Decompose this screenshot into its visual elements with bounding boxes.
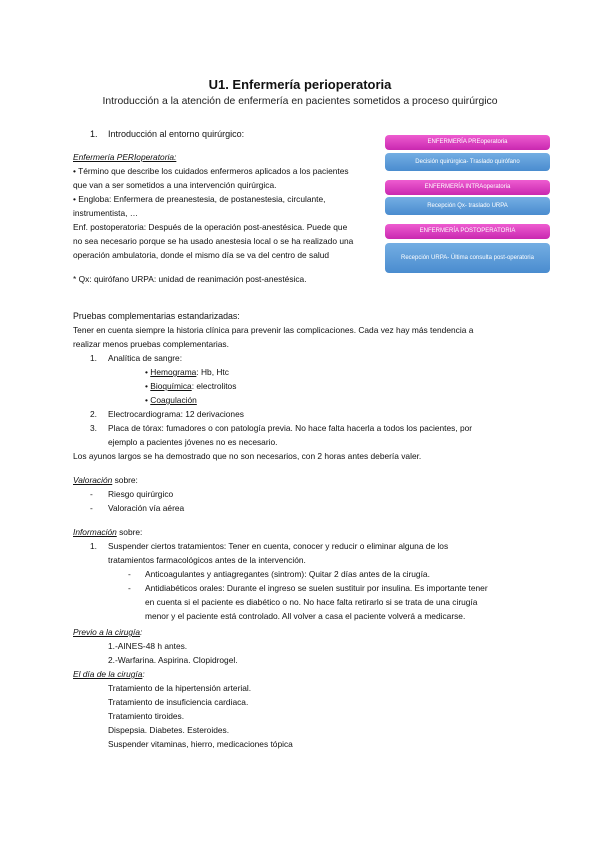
informacion-item-1-line-2: tratamientos farmacológicos antes de la intervención. <box>108 555 306 565</box>
pruebas-intro-1: Tener en cuenta siempre la historia clínica para prevenir las complicaciones. Cada vez hay más tendencia a <box>73 325 474 335</box>
section-1-heading: Introducción al entorno quirúrgico: <box>108 129 245 139</box>
dia-item-1: Tratamiento de la hipertensión arterial. <box>108 683 252 693</box>
valoracion-label: Valoración <box>73 475 113 485</box>
pruebas-item-1-number: 1. <box>90 353 97 363</box>
diagram-recepcion-urpa: Recepción URPA- Última consulta post-operatoria <box>385 243 550 273</box>
informacion-label: Información <box>73 527 117 537</box>
antidiabeticos-line-1: Antidiabéticos orales: Durante el ingreso se suelen sustituir por insulina. Es importante tener <box>145 583 488 593</box>
page-title: U1. Enfermería perioperatoria <box>208 77 392 92</box>
coagulacion-line: • Coagulación <box>145 395 197 405</box>
valoracion-dash-1: - <box>90 489 93 499</box>
periop-line-3: • Engloba: Enfermera de preanestesia, de postanestesia, circulante, <box>73 194 326 204</box>
ayunos-note: Los ayunos largos se ha demostrado que no son necesarios, con 2 horas antes debería valer. <box>73 451 422 461</box>
anticoagulantes-line: Anticoagulantes y antiagregantes (sintrom): Quitar 2 días antes de la cirugía. <box>145 569 430 579</box>
previo-heading: Previo a la cirugía: <box>73 627 143 637</box>
pruebas-item-2: Electrocardiograma: 12 derivaciones <box>108 409 244 419</box>
informacion-suffix: sobre: <box>116 527 143 537</box>
valoracion-dash-2: - <box>90 503 93 513</box>
postop-line-2: no sea necesario porque se ha usado anestesia local o se ha realizado una <box>73 236 354 246</box>
hemograma-label: Hemograma <box>150 367 197 377</box>
valoracion-heading <box>73 475 138 486</box>
hemograma-line: • Hemograma: Hb, Htc <box>145 367 229 377</box>
previo-item-2: 2.-Warfarina. Aspirina. Clopidrogel. <box>108 655 238 665</box>
pruebas-item-3-number: 3. <box>90 423 97 433</box>
antidiabeticos-line-2: en cuenta si el paciente es diabético o no. No hace falta retirarlo si se trata de una cirugía <box>145 597 478 607</box>
informacion-item-1-line-1: Suspender ciertos tratamientos: Tener en cuenta, conocer y reducir o eliminar alguna de los <box>108 541 449 551</box>
antidiabeticos-line-3: menor y el paciente está controlado. All volver a casa el paciente volverá a medicarse. <box>145 611 466 621</box>
hemograma-text: : Hb, Htc <box>196 367 229 377</box>
dia-item-3: Tratamiento tiroides. <box>108 711 185 721</box>
previo-item-1: 1.-AINES-48 h antes. <box>108 641 188 651</box>
periop-line-1: • Término que describe los cuidados enfermeros aplicados a los pacientes <box>73 166 349 176</box>
informacion-dash-2: - <box>128 583 131 593</box>
valoracion-suffix: sobre: <box>112 475 138 485</box>
postop-line-1: Enf. postoperatoria: Después de la operación post-anestésica. Puede que <box>73 222 348 232</box>
page-subtitle: Introducción a la atención de enfermería en pacientes sometidos a proceso quirúrgico <box>102 96 498 107</box>
bioquimica-text: : electrolitos <box>191 381 237 391</box>
pruebas-item-3-line-2: ejemplo a pacientes jóvenes no es necesario. <box>108 437 278 447</box>
diagram-postoperatoria: ENFERMERÍA POSTOPERATORIA <box>385 224 550 239</box>
informacion-item-1-number: 1. <box>90 541 97 551</box>
valoracion-item-1: Riesgo quirúrgico <box>108 489 174 499</box>
pruebas-item-2-number: 2. <box>90 409 97 419</box>
periop-line-2: que van a ser sometidos a una intervención quirúrgica. <box>73 180 277 190</box>
coagulacion-label: Coagulación <box>150 395 197 405</box>
diagram-decision-quirurgica: Decisión quirúrgica- Traslado quirófano <box>385 153 550 171</box>
dia-heading: El día de la cirugía: <box>73 669 145 679</box>
previo-label: Previo a la cirugía <box>73 627 141 637</box>
dia-item-4: Dispepsia. Diabetes. Esteroides. <box>108 725 230 735</box>
dia-item-5: Suspender vitaminas, hierro, medicaciones tópica <box>108 739 293 749</box>
diagram-preoperatoria: ENFERMERÍA PREoperatoria <box>385 135 550 150</box>
section-1-number: 1. <box>90 129 98 139</box>
bioquimica-line: • Bioquímica: electrolitos <box>145 381 237 391</box>
dia-item-2: Tratamiento de insuficiencia cardiaca. <box>108 697 249 707</box>
dia-label: El día de la cirugía <box>73 669 143 679</box>
diagram-intraoperatoria: ENFERMERÍA INTRAoperatoria <box>385 180 550 195</box>
pruebas-intro-2: realizar menos pruebas complementarias. <box>73 339 229 349</box>
informacion-dash-1: - <box>128 569 131 579</box>
pruebas-heading: Pruebas complementarias estandarizadas: <box>73 311 240 321</box>
pruebas-item-1: Analítica de sangre: <box>108 353 183 363</box>
bioquimica-label: Bioquímica <box>150 381 192 391</box>
diagram-recepcion-qx: Recepción Qx- traslado URPA <box>385 197 550 215</box>
periop-term-label: Enfermería PERIoperatoria: <box>73 152 177 162</box>
pruebas-item-3-line-1: Placa de tórax: fumadores o con patología previa. No hace falta hacerla a todos los pacientes, por <box>108 423 473 433</box>
postop-line-3: operación ambulatoria, donde el mismo día se va del centro de salud <box>73 250 330 260</box>
informacion-heading <box>73 527 142 538</box>
periop-line-4: instrumentista, … <box>73 208 139 218</box>
valoracion-item-2: Valoración vía aérea <box>108 503 185 513</box>
abbreviation-footnote: * Qx: quirófano URPA: unidad de reanimación post-anestésica. <box>73 274 307 284</box>
